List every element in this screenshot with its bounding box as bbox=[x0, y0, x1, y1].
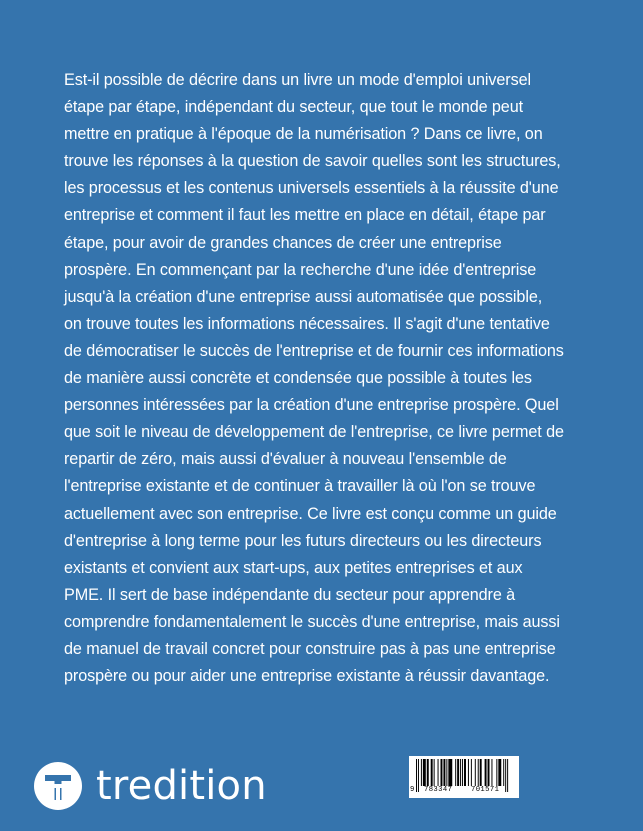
barcode-bar bbox=[421, 759, 422, 786]
barcode-bar bbox=[485, 759, 487, 786]
barcode-bar bbox=[438, 759, 439, 786]
barcode-bar bbox=[427, 759, 429, 786]
barcode-bar bbox=[418, 759, 419, 792]
barcode-right-digits: 701571 bbox=[471, 786, 500, 794]
back-cover-blurb bbox=[64, 67, 564, 690]
barcode-bar bbox=[503, 759, 504, 786]
barcode-bar bbox=[460, 759, 461, 786]
barcode-bar bbox=[496, 759, 497, 786]
barcode-bar bbox=[475, 759, 476, 786]
barcode-bar bbox=[457, 759, 459, 786]
barcode-bar bbox=[478, 759, 479, 786]
barcode-bar bbox=[464, 759, 466, 786]
barcode-bar bbox=[434, 759, 435, 786]
barcode-lead-digit: 9 bbox=[410, 786, 415, 794]
publisher-name: tredition bbox=[96, 763, 267, 809]
barcode-bar bbox=[455, 759, 456, 786]
barcode-bar bbox=[498, 759, 501, 786]
publisher-brand bbox=[34, 760, 267, 812]
barcode-bar bbox=[507, 759, 508, 792]
barcode-bar bbox=[443, 759, 445, 786]
barcode-bar bbox=[491, 759, 492, 786]
tredition-logo-icon bbox=[34, 762, 82, 810]
barcode-bar bbox=[471, 759, 472, 786]
barcode-bar bbox=[468, 759, 469, 786]
barcode-bar bbox=[480, 759, 482, 786]
barcode-bar bbox=[446, 759, 447, 786]
blurb-paragraph: Est-il possible de décrire dans un livre un mode d'emploi universel étape par étape, indépendant du secteur, que tout le monde peut mettre en pratique à l'époque de la numérisation ? Dans ce livre, on trouve les réponses à la question de savoir quelles sont les structures, les processus et les contenus universels essentiels à la réussite d'une entreprise et comment il faut les mettre en place en détail, étape par étape, pour avoir de grandes chances de créer une entreprise prospère. En commençant par la recherche d'une idée d'entreprise jusqu'à la création d'une entreprise aussi automatisée que possible, on trouve toutes les informations nécessaires. Il s'agit d'une tentative de démocratiser le succès de l'entreprise et de fournir ces informations de manière aussi concrète et condensée que possible à toutes les personnes intéressées par la création d'une entreprise prospère. Quel que soit le niveau de développement de l'entreprise, ce livre permet de repartir de zéro, mais aussi d'évaluer à nouveau l'ensemble de l'entreprise existante et de continuer à travailler là où l'on se trouve actuellement avec son entreprise. Ce livre est conçu comme un guide d'entreprise à long terme pour les futurs directeurs ou les directeurs existants et convient aux start-ups, aux petites entreprises et aux PME. Il sert de base indépendante du secteur pour apprendre à comprendre fondamentalement le succès d'une entreprise, mais aussi de manuel de travail concret pour construire pas à pas une entreprise prospère ou pour aider une entreprise existante à réussir davantage. bbox=[64, 71, 564, 686]
barcode-bar bbox=[441, 759, 443, 786]
barcode-bar bbox=[448, 759, 452, 786]
barcode-bar bbox=[416, 759, 417, 792]
barcode-left-digits: 783347 bbox=[424, 786, 453, 794]
barcode-bar bbox=[431, 759, 433, 786]
barcode-bar bbox=[462, 759, 463, 786]
barcode-bar bbox=[423, 759, 426, 786]
isbn-barcode bbox=[409, 756, 519, 798]
barcode-bar bbox=[505, 759, 506, 792]
barcode-bar bbox=[488, 759, 490, 786]
